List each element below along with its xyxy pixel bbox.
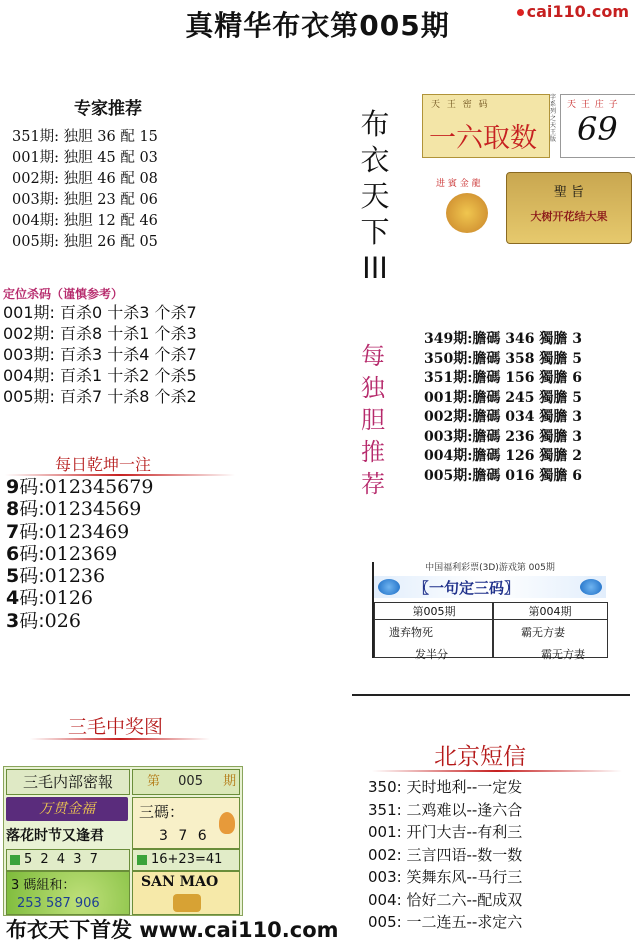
sanmao-issue-prefix: 第 — [147, 774, 161, 789]
buyi-vertical-char: III — [362, 251, 388, 285]
sanmao-brand: SAN MAO — [141, 874, 219, 890]
sanmao-zuhe — [6, 871, 130, 915]
expert-row: 351期: 独胆 36 配 15 — [12, 129, 158, 145]
dingwei-row: 002期: 百杀8 十杀1 个杀3 — [3, 324, 197, 343]
expert-row: 003期: 独胆 23 配 06 — [12, 192, 158, 208]
scroll-label: 聖 旨 — [553, 185, 585, 200]
expert-row: 005期: 独胆 26 配 05 — [12, 234, 158, 250]
footer — [0, 914, 635, 940]
sanmao-sanma-label: 三碼： — [139, 803, 185, 821]
yiju-banner-bar — [374, 576, 606, 598]
qiankun-digits: 026 — [44, 609, 81, 632]
seal-icon — [173, 894, 201, 912]
qiankun-n: 5 — [6, 565, 20, 588]
sanmao-heading: 三毛中奖图 — [68, 716, 164, 738]
beijing-row: 005: 一二连五--求定六 — [368, 913, 523, 931]
globe-icon — [378, 579, 400, 595]
sanmao-brand-box — [132, 871, 240, 915]
qiankun-unit: 码: — [19, 542, 45, 565]
yiju-col2 — [492, 602, 608, 661]
meidu-row: 003期:膽碼 236 獨膽 3 — [424, 428, 582, 445]
logo-dot-icon — [517, 9, 524, 16]
beijing-row: 003: 笑舞东风--马行三 — [368, 868, 523, 886]
gold-label: 进 賓 金 龍 — [436, 179, 481, 189]
site-logo[interactable] — [517, 2, 629, 21]
beijing-divider — [372, 770, 622, 772]
grid-icon — [10, 855, 20, 865]
yiju-col2-head: 第004期 — [493, 603, 607, 620]
handwritten-label: 天 王 庄 子 — [567, 100, 619, 110]
qiankun-heading: 每日乾坤一注 — [55, 455, 152, 474]
handwritten-box — [560, 94, 635, 158]
qiankun-digits: 012369 — [44, 542, 118, 565]
yiju-col2-line1: 霸无方妻 — [521, 626, 565, 639]
sanmao-sum — [132, 849, 240, 871]
sanmao-poster — [3, 766, 243, 916]
sanmao-zuhe-label: 3 碼組和： — [11, 878, 76, 893]
qiankun-row — [6, 521, 153, 543]
qiankun-digits: 01236 — [44, 565, 106, 588]
tianwang-box — [422, 94, 550, 158]
grid-icon — [137, 855, 147, 865]
qiankun-row — [6, 610, 153, 632]
expert-row: 002期: 独胆 46 配 08 — [12, 171, 158, 187]
sanmao-sum-text: 16+23=41 — [151, 852, 223, 867]
dingwei-heading: 定位杀码（谨慎参考） — [3, 287, 124, 301]
qiankun-row — [6, 565, 153, 587]
buyi-vertical-char: 下 — [360, 215, 390, 249]
sanmao-zuhe-nums: 253 587 906 — [17, 896, 100, 911]
yiju-card — [368, 560, 612, 661]
sanmao-title: 三毛内部密報 — [6, 769, 130, 795]
tianwang-main: 一六取数 — [429, 123, 537, 154]
dingwei-row: 004期: 百杀1 十杀2 个杀5 — [3, 366, 197, 385]
qiankun-unit: 码: — [19, 498, 45, 521]
qiankun-n: 3 — [6, 609, 20, 632]
qiankun-unit: 码: — [19, 520, 45, 543]
qiankun-n: 4 — [6, 587, 20, 610]
qiankun-digits: 01234569 — [44, 498, 142, 521]
qiankun-unit: 码: — [19, 476, 45, 498]
expert-heading: 专家推荐 — [74, 99, 142, 119]
qiankun-row — [6, 587, 153, 609]
expert-row: 001期: 独胆 45 配 03 — [12, 150, 158, 166]
expert-row: 004期: 独胆 12 配 46 — [12, 213, 158, 229]
globe-icon — [580, 579, 602, 595]
tianwang-side: 字系列之天王版 — [550, 94, 557, 143]
yiju-col1-line2: 发半分 — [415, 648, 448, 661]
dingwei-row: 005期: 百杀7 十杀8 个杀2 — [3, 387, 197, 406]
buyi-vertical-title — [358, 106, 392, 286]
footer-text[interactable]: 布衣天下首发 www.cai110.com — [6, 918, 339, 942]
beijing-row: 002: 三言四语--数一数 — [368, 845, 523, 864]
yiju-col2-line2: 霸无方妻 — [541, 648, 585, 661]
beijing-list — [368, 776, 522, 934]
buyi-vertical-char: 天 — [360, 179, 390, 213]
qiankun-n: 8 — [6, 498, 20, 521]
meidu-row: 350期:膽碼 358 獨膽 5 — [424, 350, 582, 367]
beijing-heading: 北京短信 — [434, 744, 526, 770]
buyi-gold-art — [436, 176, 504, 240]
yiju-banner: 〖一句定三码〗 — [414, 579, 520, 597]
sanmao-banner: 万贯金福 — [6, 797, 128, 821]
meidu-row: 001期:膽碼 245 獨膽 5 — [424, 389, 582, 406]
flower-icon — [219, 812, 235, 834]
beijing-row: 004: 恰好二六--配成双 — [368, 890, 523, 909]
beijing-row: 351: 二鸡难以--逢六合 — [368, 800, 523, 819]
qiankun-row — [6, 476, 153, 498]
sanmao-sanma-nums: 3 7 6 — [159, 828, 210, 844]
sanmao-issue — [132, 769, 240, 795]
meidu-list — [424, 330, 582, 486]
handwritten-value: 69 — [577, 110, 618, 148]
qiankun-digits: 012345679 — [44, 476, 154, 498]
expert-list — [12, 127, 158, 253]
meidu-row: 002期:膽碼 034 獨膽 3 — [424, 409, 582, 425]
meidu-vertical-char: 胆 — [361, 406, 385, 434]
scroll-text: 大树开花结大果 — [530, 210, 608, 223]
yiju-col1-line1: 遗弃物死 — [389, 626, 433, 639]
meidu-row: 349期:膽碼 346 獨膽 3 — [424, 331, 582, 347]
qiankun-list — [6, 476, 153, 632]
sanmao-issue-suffix: 期 — [223, 774, 237, 789]
dingwei-row: 003期: 百杀3 十杀4 个杀7 — [3, 345, 197, 364]
yiju-col1-head: 第005期 — [375, 603, 493, 620]
scroll-box — [506, 172, 632, 244]
meidu-vertical-char: 推 — [361, 438, 385, 466]
yiju-col1 — [374, 602, 494, 661]
tianwang-top: 天 王 密 码 — [431, 100, 490, 110]
beijing-row: 001: 开门大吉--有利三 — [368, 823, 523, 841]
qiankun-digits: 0123469 — [44, 520, 130, 543]
sanmao-issue-num: 005 — [178, 774, 203, 789]
meidu-row: 004期:膽碼 126 獨膽 2 — [424, 448, 582, 464]
qiankun-n: 9 — [6, 476, 20, 498]
qiankun-n: 7 — [6, 520, 20, 543]
sanmao-nums-left — [6, 849, 130, 871]
yiju-top-text: 中国福利彩票(3D)游戏第 005期 — [425, 563, 555, 573]
buyi-vertical-char: 衣 — [360, 143, 390, 177]
sanmao-divider — [30, 738, 210, 740]
dragon-icon — [446, 193, 488, 233]
beijing-row: 350: 天时地利--一定发 — [368, 778, 523, 796]
meidu-vertical-title — [356, 340, 390, 500]
dingwei-list — [3, 302, 197, 407]
qiankun-unit: 码: — [19, 587, 45, 610]
sanmao-sanma-box — [132, 797, 240, 849]
sanmao-nums-left-text: 5 2 4 3 7 — [24, 852, 100, 867]
buyi-vertical-char: 布 — [360, 107, 390, 141]
qiankun-digits: 0126 — [44, 587, 93, 610]
qiankun-n: 6 — [6, 542, 20, 565]
meidu-vertical-char: 荐 — [361, 470, 385, 498]
qiankun-unit: 码: — [19, 609, 45, 632]
yiju-left-rule — [372, 562, 374, 658]
dingwei-row: 001期: 百杀0 十杀3 个杀7 — [3, 303, 197, 322]
page-title: 真精华布衣第005期 — [185, 9, 450, 42]
meidu-vertical-char: 独 — [361, 374, 385, 402]
section-rule — [352, 694, 630, 696]
qiankun-row — [6, 498, 153, 520]
meidu-row: 005期:膽碼 016 獨膽 6 — [424, 467, 582, 484]
meidu-row: 351期:膽碼 156 獨膽 6 — [424, 370, 582, 386]
qiankun-row — [6, 543, 153, 565]
sanmao-verse: 落花时节又逢君 — [6, 828, 104, 844]
qiankun-unit: 码: — [19, 565, 45, 588]
logo-text: cai110.com — [526, 2, 629, 21]
meidu-vertical-char: 每 — [361, 342, 385, 370]
